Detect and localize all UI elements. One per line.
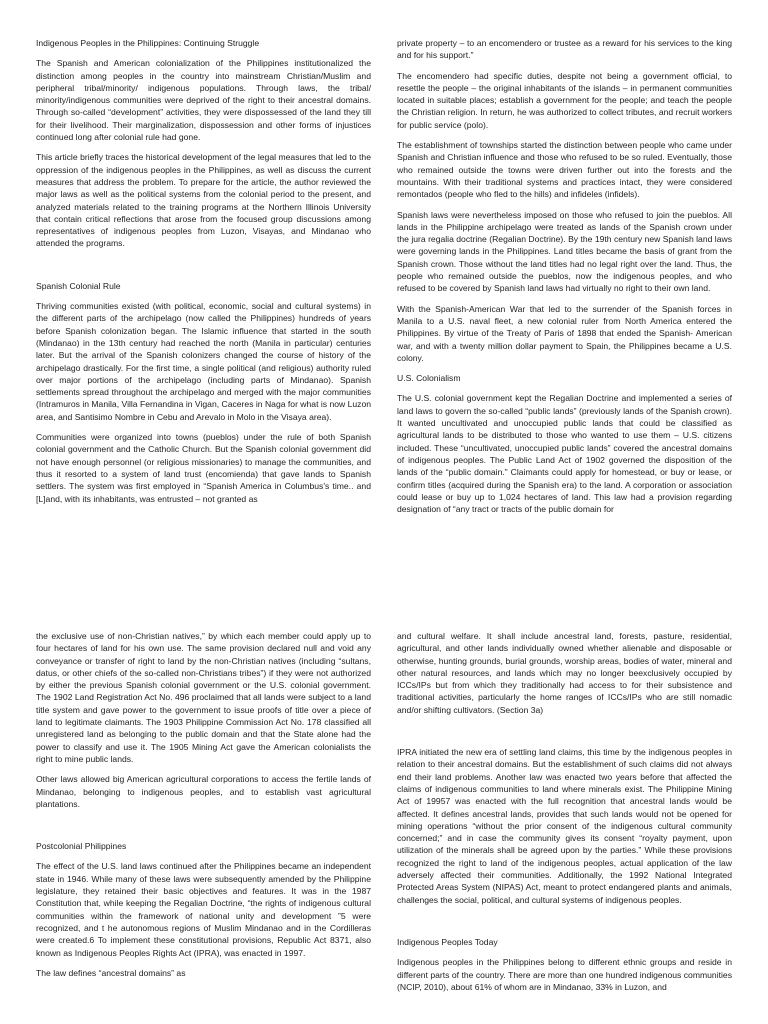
- paragraph: Spanish laws were nevertheless imposed on those who refused to join the pueblos. All lands in the Philippine archipelago were treated as lands of the Spanish crown under the jura regalia doctrine (Regalian Doctrine). By the 19th century new Spanish land laws were governing lands in the Philippines. Land titles became the basis of grant from the Spanish crown. Those without the land titles had no legal right over the land. Thus, the people who remained outside the pueblos, now the indigenous peoples, and who refused to be covered by Spanish land laws had virtually no right to their own land.: [397, 209, 732, 294]
- paragraph: Other laws allowed big American agricultural corporations to access the fertile lands of Mindanao, belonging to indigenous peoples, and to establish vast agricultural plantations.: [36, 774, 371, 809]
- paragraph: The establishment of townships started the distinction between people who came under Spanish and Christian influence and those who refused to be so ruled. Eventually, those who remained outside the towns were driven further out into the forests and the mountains. With their traditional systems and practices intact, they were considered remontados (people who fled to the hills) and infideles (infidels).: [397, 140, 732, 200]
- paragraph: IPRA initiated the new era of settling land claims, this time by the indigenous peoples in relation to their ancestral domains. But the establishment of such claims did not always end their land problems. Another law was enacted two years before that affected the claims of indigenous communities to land where minerals exist. The Philippine Mining Act of 19957 was enacted with the full recognition that ancestral lands would be affected. It defines ancestral lands, provides that such lands would not be opened for mining operations “without the prior consent of the indigenous cultural community concerned;” and in case the community gives its consent “royalty payment, upon utilization of the minerals shall be agreed upon by the parties.” While these provisions recognized the right to land of the indigenous peoples, actual application of the law adversely affected their communities. Additionally, the 1992 National Integrated Protected Areas System (NIPAS) Act, meant to protect endangered plants and animals, challenges the social, political, and cultural systems of indigenous peoples.: [397, 747, 732, 905]
- paragraph: This article briefly traces the historical development of the legal measures that led to the oppression of the indigenous peoples in the Philippines, as well as discuss the current measures that address the problem. To prepare for the article, the author reviewed the major laws as well as the political systems from the colonial period to the present, and analyzed materials related to the training programs at the Northern Illinois University that contain critical reflections that arose from the focused group discussions among representatives of indigenous peoples from Luzon, Visayas, and Mindanao who attended the programs.: [36, 152, 371, 249]
- paragraph: Thriving communities existed (with political, economic, social and cultural systems) in the different parts of the archipelago (now called the Philippines) hundreds of years before Spanish colonization began. The Islamic influence that started in the south (Mindanao) in the 13th century had reached the north (Manila in particular) centuries later. But the arrival of the Spanish colonizers changed the course of history of the archipelago drastically. For the first time, a single political (and religious) authority ruled over major portions of the archipelago (including parts of Mindanao). Spanish settlements spread throughout the archipelago and merged with the major communities (Intramuros in Manila, Villa Fernandina in Vigan, Caceres in Naga for what is now Luzon area, and Santisimo Nombre in Cebu and Arevalo in Molo in the Visaya area).: [36, 301, 372, 422]
- page2-right-column: [397, 630, 732, 1001]
- paragraph: private property – to an encomendero or trustee as a reward for his services to the king and for his support.”: [397, 38, 732, 61]
- page1-right-column: [397, 37, 732, 523]
- paragraph: The effect of the U.S. land laws continued after the Philippines became an independent state in 1946. While many of these laws were subsequently amended by the Philippine legislature, they retained their basic objectives and features. It was in the 1987 Constitution that, while keeping the Regalian Doctrine, “the rights of indigenous cultural communities within the framework of national unity and development ”5 were recognized, and t he autonomous regions of Muslim Mindanao and in the Cordilleras were created.6 To implement these constitutional provisions, Republic Act 8371, also known as Indigenous Peoples Rights Act (IPRA), was enacted in 1997.: [36, 861, 371, 958]
- block-quote: and cultural welfare. It shall include ancestral land, forests, pasture, residential, agricultural, and other lands individually owned whether alienable and disposable or otherwise, hunting grounds, burial grounds, worship areas, bodies of water, mineral and other natural resources, and lands which may no longer beexclusively occupied by ICCs/IPs but from which they traditionally had access to for their subsistence and traditional activities, particularly the home ranges of ICCs/IPs who are still nomadic and/or shifting cultivators. (Section 3a): [397, 631, 732, 715]
- paragraph: Indigenous peoples in the Philippines belong to different ethnic groups and reside in different parts of the country. There are more than one hundred indigenous communities (NCIP, 2010), about 61% of whom are in Mindanao, 33% in Luzon, and: [397, 957, 732, 992]
- section-heading-postcolonial-philippines: Postcolonial Philippines: [36, 841, 127, 852]
- section-heading-spanish-colonial-rule: Spanish Colonial Rule: [36, 280, 121, 291]
- page1-left-column: [36, 37, 371, 513]
- paragraph: The encomendero had specific duties, despite not being a government official, to resettle the people – the original inhabitants of the islands – in permanent communities located in suitable places; establish a government for the people; and teach the people the Christian religion. In return, he was authorized to collect tributes, and recruit workers for public service (polo).: [397, 70, 732, 130]
- section-heading-us-colonialism: U.S. Colonialism: [397, 373, 461, 384]
- paragraph: With the Spanish-American War that led to the surrender of the Spanish forces in Manila to a U.S. naval fleet, a new colonial ruler from North America entered the Philippines. By virtue of the Treaty of Paris of 1898 that ended the Spanish- American war, and with a twenty million dollar payment to Spain, the Philippines became a U.S. colony.: [397, 303, 732, 363]
- section-heading-indigenous-peoples-today: Indigenous Peoples Today: [397, 936, 498, 947]
- paragraph: The law defines “ancestral domains” as: [36, 967, 186, 978]
- paragraph: the exclusive use of non-Christian natives,” by which each member could apply up to four hectares of land for his own use. The same provision declared null and void any conveyance or transfer of right to land by the non-Christian natives (including “sultans, datus, or other chiefs of the so-called non-Christians tribes”) if they were not authorized by either the previous Spanish colonial government or the U.S. colonial government. The 1902 Land Registration Act No. 496 proclaimed that all lands were subject to a land title system and gave power to the government to issue proofs of title over a piece of land to legitimate claimants. The 1903 Philippine Commission Act No. 178 classified all unregistered land as belonging to the public domain and that the State alone had the power to classify and use it. The 1905 Mining Act gave the American colonialists the right to mine public lands.: [36, 631, 371, 764]
- article-title: Indigenous Peoples in the Philippines: Continuing Struggle: [36, 38, 260, 48]
- paragraph: The U.S. colonial government kept the Regalian Doctrine and implemented a series of land laws to govern the so-called “public lands” (previously lands of the Spanish crown). It wanted uncultivated and unoccupied public lands that could be classified as agricultural lands to be distributed to those who wanted to use them – U.S. citizens included. These “uncultivated, unoccupied public lands” covered the ancestral domains of indigenous peoples. The Public Land Act of 1902 governed the disposition of the lands of the “public domain.” Claimants could apply for homestead, or buy or lease, or confirm titles (acquired during the Spanish era) to the land. A corporation or association could lease or buy up to 1,024 hectares of land. This law had a provision regarding designation of “any tract or tracts of the public domain for: [397, 393, 732, 515]
- page2-left-column: [36, 630, 371, 987]
- paragraph: Communities were organized into towns (pueblos) under the rule of both Spanish colonial government and the Catholic Church. But the Spanish colonial government did not have enough personnel (or religious missionaries) to manage the communities, and thus it resorted to a system of land trust (encomienda) that gave lands to Spanish settlers. The system was first employed in “Spanish America in Columbus's time.. and [L]and, with its inhabitants, was entrusted – not granted as: [36, 432, 371, 504]
- paragraph: The Spanish and American colonialization of the Philippines institutionalized the distinction among peoples in the country into mainstream Christian/Muslim and peripheral tribal/minority/ indigenous populations. Through laws, the tribal/ minority/indigenous communities were deprived of the right to their ancestral domains. Through so-called “development” activities, they were dispossessed of the land they till for their livelihood. Their marginalization, dispossession and other forms of injustices continued long after colonial rule had gone.: [36, 58, 371, 143]
